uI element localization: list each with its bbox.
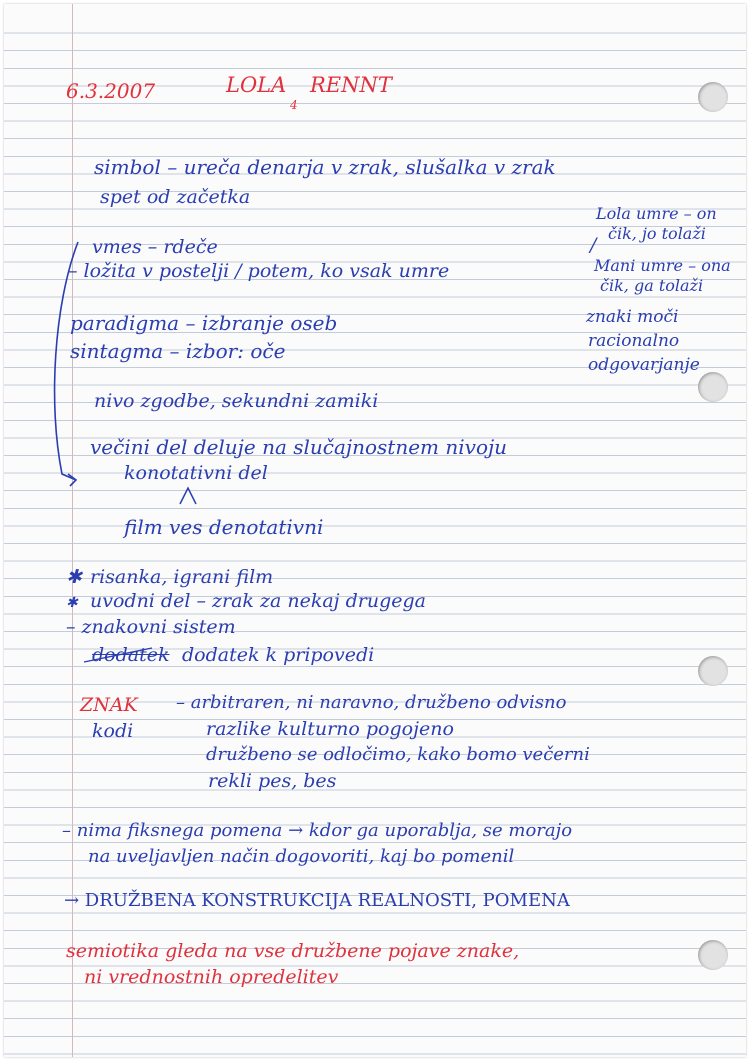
label-kodi: kodi [92,720,134,742]
side-note: racionalno [588,331,680,351]
strike-scribble [84,648,152,662]
struck-word: dodatek [92,644,170,666]
note-line: spet od začetka [100,186,251,208]
title-caret-insert: 4 [290,98,298,112]
red-note-line: ni vrednostnih opredelitev [84,966,339,988]
red-note-line: semiotika gleda na vse družbene pojave znake, [66,940,520,962]
note-line: dodatek k pripovedi [182,644,375,666]
title-rennt: RENNT [310,73,392,97]
term-znak: ZNAK [80,694,138,716]
note-line: sintagma – izbor: oče [70,339,286,363]
hand-drawn-strokes [4,4,746,1057]
side-note: čik, jo tolaži [608,224,706,243]
note-line: konotativni del [124,462,268,484]
note-line: uvodni del – zrak za nekaj drugega [90,590,426,612]
bullet-star: ✱ [66,595,78,611]
side-note: Lola umre – on [596,204,717,223]
note-line: razlike kulturno pogojeno [206,718,454,740]
side-note: znaki moči [586,307,679,327]
note-line: paradigma – izbranje oseb [70,311,338,335]
note-line: film ves denotativni [124,515,324,539]
slash-mark: / [590,234,597,256]
note-line: družbeno se odločimo, kako bomo večerni [206,744,590,765]
note-line: – arbitraren, ni naravno, družbeno odvisno [176,692,567,713]
note-line: simbol – ureča denarja v zrak, slušalka v zrak [94,155,556,179]
side-note: čik, ga tolaži [600,276,704,295]
note-line: risanka, igrani film [90,566,274,588]
note-line: – ložita v postelji / potem, ko vsak umre [68,260,450,282]
note-line: rekli pes, bes [208,770,337,792]
note-line: nivo zgodbe, sekundni zamiki [94,390,379,412]
bullet-star: ✱ [66,566,82,588]
notebook-page [4,4,746,1057]
side-note: Mani umre – ona [594,256,731,275]
bracket-arrow-left [55,242,78,480]
date: 6.3.2007 [66,79,156,103]
note-line: na uveljavljen način dogovoriti, kaj bo pomenil [88,846,515,867]
side-note: odgovarjanje [588,355,700,375]
note-line: – nima fiksnega pomena → kdor ga uporablja, se morajo [62,820,573,841]
note-line: – znakovni sistem [66,616,236,638]
note-line: večini del deluje na slučajnostnem nivoju [90,435,508,459]
up-arrow-mark [180,488,196,504]
note-line: vmes – rdeče [92,236,218,258]
title-lola: LOLA [226,73,287,97]
note-line: → DRUŽBENA KONSTRUKCIJA REALNOSTI, POMENA [64,890,570,911]
arrow-head [68,474,76,486]
